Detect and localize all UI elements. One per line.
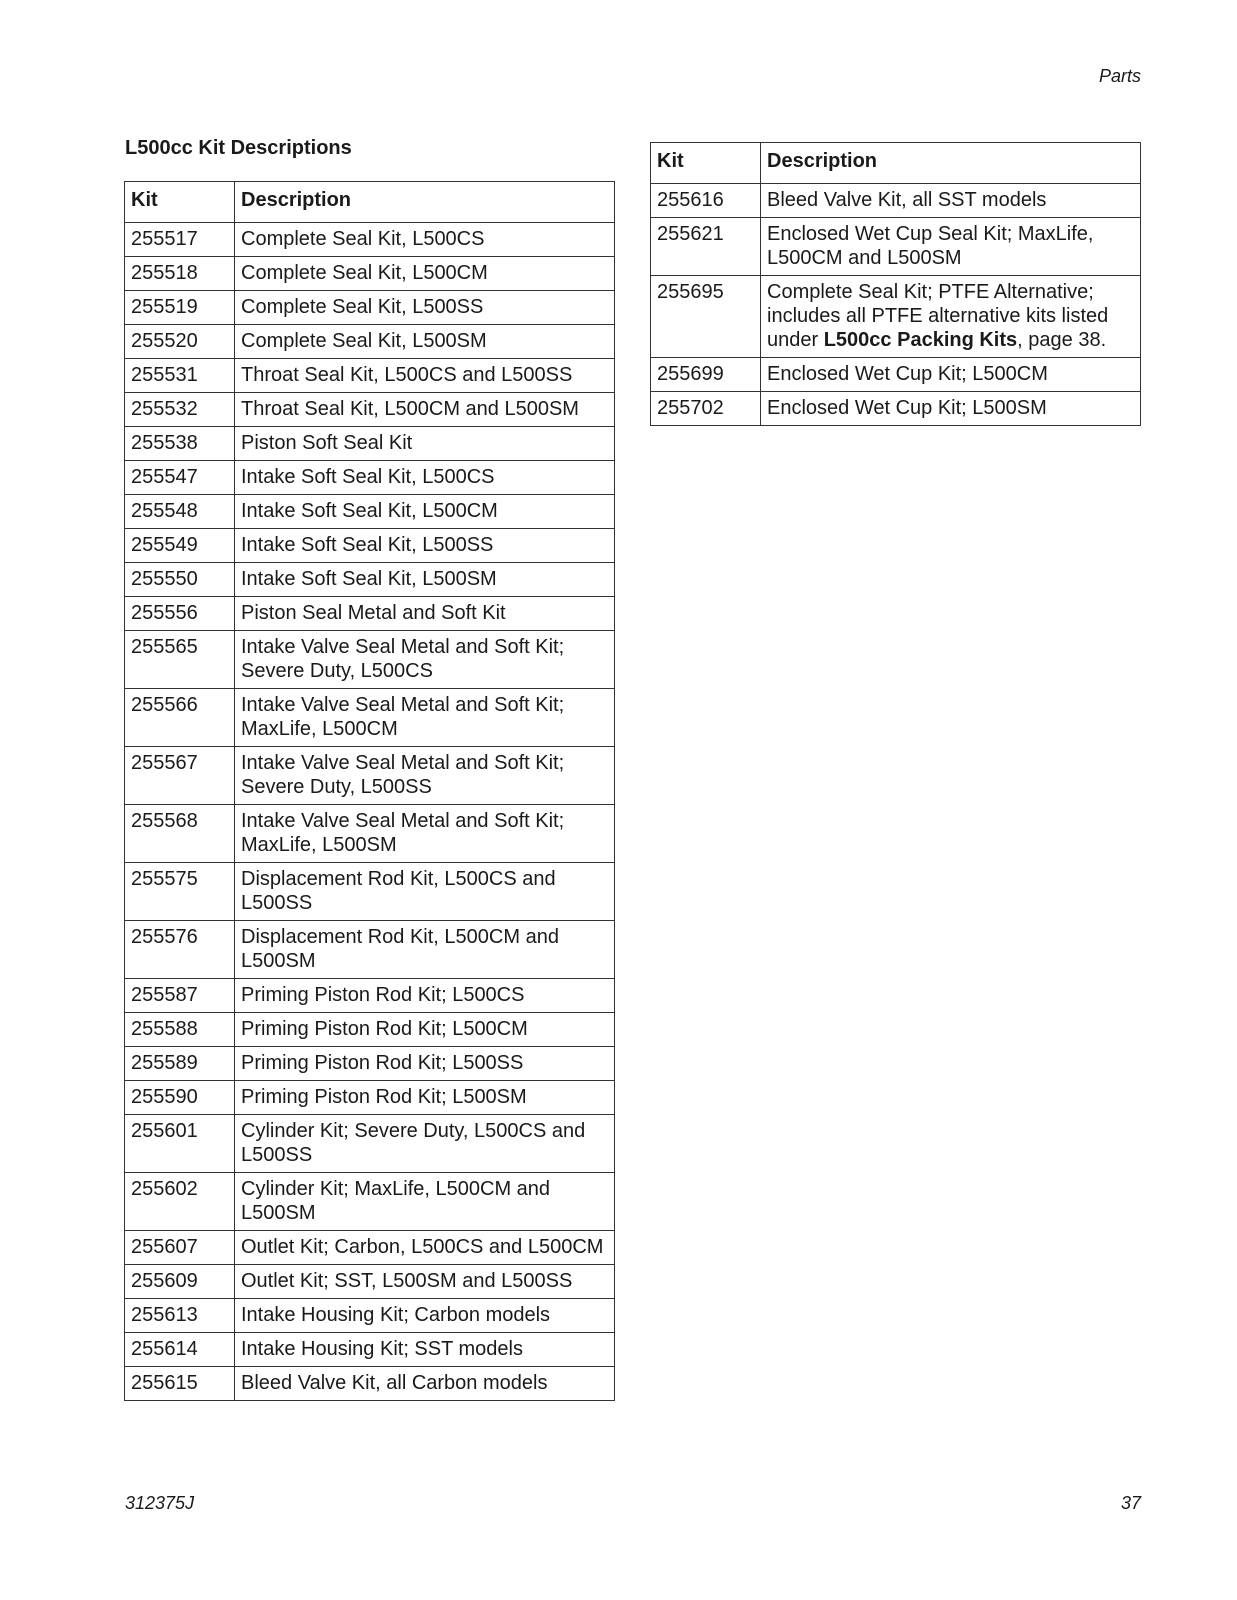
section-title: L500cc Kit Descriptions: [125, 137, 352, 159]
kit-description: [761, 276, 1141, 358]
kit-description: Intake Soft Seal Kit, L500CM: [235, 495, 615, 529]
table-row: [125, 689, 615, 747]
kit-description: Intake Soft Seal Kit, L500SM: [235, 563, 615, 597]
kit-number: 255702: [651, 392, 761, 426]
kit-table-right: [650, 142, 1141, 426]
kit-description: Intake Soft Seal Kit, L500CS: [235, 461, 615, 495]
kit-number: 255532: [125, 393, 235, 427]
description-text: Complete Seal Kit; PTFE Alternative; includes all PTFE alternative kits listed under: [767, 281, 1109, 351]
kit-number: 255566: [125, 689, 235, 747]
kit-description: Displacement Rod Kit, L500CS and L500SS: [235, 863, 615, 921]
column-header-kit: Kit: [125, 182, 235, 223]
kit-description: Throat Seal Kit, L500CM and L500SM: [235, 393, 615, 427]
footer-document-id: 312375J: [125, 1493, 195, 1513]
kit-number: 255695: [651, 276, 761, 358]
kit-number: 255556: [125, 597, 235, 631]
column-header-description: Description: [761, 143, 1141, 184]
table-row: [125, 223, 615, 257]
kit-number: 255616: [651, 184, 761, 218]
description-page-ref: , page 38.: [1017, 329, 1107, 351]
kit-description: Displacement Rod Kit, L500CM and L500SM: [235, 921, 615, 979]
kit-description: Bleed Valve Kit, all Carbon models: [235, 1367, 615, 1401]
kit-number: 255538: [125, 427, 235, 461]
table-row: [125, 393, 615, 427]
table-row: [125, 1081, 615, 1115]
kit-number: 255613: [125, 1299, 235, 1333]
column-header-kit: Kit: [651, 143, 761, 184]
kit-number: 255614: [125, 1333, 235, 1367]
kit-number: 255568: [125, 805, 235, 863]
kit-description: Priming Piston Rod Kit; L500SM: [235, 1081, 615, 1115]
kit-number: 255621: [651, 218, 761, 276]
table-row: [125, 461, 615, 495]
kit-description: Intake Soft Seal Kit, L500SS: [235, 529, 615, 563]
kit-table-left: [124, 181, 615, 1401]
table-header-row: [125, 182, 615, 223]
column-header-description: Description: [235, 182, 615, 223]
table-row: [125, 979, 615, 1013]
table-row: [125, 747, 615, 805]
kit-description: Outlet Kit; Carbon, L500CS and L500CM: [235, 1231, 615, 1265]
kit-number: 255590: [125, 1081, 235, 1115]
kit-description: Cylinder Kit; Severe Duty, L500CS and L500SS: [235, 1115, 615, 1173]
kit-description: Outlet Kit; SST, L500SM and L500SS: [235, 1265, 615, 1299]
kit-number: 255699: [651, 358, 761, 392]
kit-description: Enclosed Wet Cup Seal Kit; MaxLife, L500CM and L500SM: [761, 218, 1141, 276]
table-row: [125, 257, 615, 291]
kit-number: 255588: [125, 1013, 235, 1047]
table-header-row: [651, 143, 1141, 184]
table-row: [125, 291, 615, 325]
kit-number: 255601: [125, 1115, 235, 1173]
footer-page-number: 37: [1120, 1493, 1141, 1513]
table-row: [125, 631, 615, 689]
table-row: [125, 1299, 615, 1333]
kit-description: Bleed Valve Kit, all SST models: [761, 184, 1141, 218]
kit-description: Intake Valve Seal Metal and Soft Kit; MaxLife, L500CM: [235, 689, 615, 747]
kit-number: 255520: [125, 325, 235, 359]
kit-description: Piston Seal Metal and Soft Kit: [235, 597, 615, 631]
kit-description: Cylinder Kit; MaxLife, L500CM and L500SM: [235, 1173, 615, 1231]
kit-number: 255547: [125, 461, 235, 495]
kit-description: Piston Soft Seal Kit: [235, 427, 615, 461]
table-row: [125, 1173, 615, 1231]
kit-number: 255589: [125, 1047, 235, 1081]
kit-number: 255609: [125, 1265, 235, 1299]
kit-description: Intake Valve Seal Metal and Soft Kit; Severe Duty, L500SS: [235, 747, 615, 805]
kit-description: Intake Housing Kit; Carbon models: [235, 1299, 615, 1333]
table-row: [125, 325, 615, 359]
table-row: [651, 218, 1141, 276]
kit-description: Enclosed Wet Cup Kit; L500CM: [761, 358, 1141, 392]
table-row: [125, 1047, 615, 1081]
table-row: [125, 495, 615, 529]
running-header-section: Parts: [1098, 66, 1141, 86]
kit-number: 255531: [125, 359, 235, 393]
kit-description: Priming Piston Rod Kit; L500CM: [235, 1013, 615, 1047]
table-row: [125, 529, 615, 563]
table-row: [125, 1265, 615, 1299]
table-row: [651, 358, 1141, 392]
kit-number: 255548: [125, 495, 235, 529]
kit-number: 255587: [125, 979, 235, 1013]
kit-number: 255615: [125, 1367, 235, 1401]
kit-number: 255518: [125, 257, 235, 291]
table-row: [125, 805, 615, 863]
kit-description: Complete Seal Kit, L500SM: [235, 325, 615, 359]
table-row: [125, 1231, 615, 1265]
kit-description: Intake Valve Seal Metal and Soft Kit; MaxLife, L500SM: [235, 805, 615, 863]
kit-description: Priming Piston Rod Kit; L500CS: [235, 979, 615, 1013]
table-row: [125, 1115, 615, 1173]
kit-description: Enclosed Wet Cup Kit; L500SM: [761, 392, 1141, 426]
table-row: [125, 427, 615, 461]
kit-number: 255517: [125, 223, 235, 257]
kit-number: 255519: [125, 291, 235, 325]
table-row: [125, 863, 615, 921]
table-row: [125, 1367, 615, 1401]
kit-number: 255576: [125, 921, 235, 979]
table-row: [651, 276, 1141, 358]
cross-reference-section: L500cc Packing Kits: [823, 329, 1018, 351]
kit-number: 255565: [125, 631, 235, 689]
kit-description: Intake Valve Seal Metal and Soft Kit; Severe Duty, L500CS: [235, 631, 615, 689]
table-row: [125, 1333, 615, 1367]
kit-number: 255550: [125, 563, 235, 597]
kit-description: Intake Housing Kit; SST models: [235, 1333, 615, 1367]
table-row: [125, 359, 615, 393]
kit-description: Complete Seal Kit, L500CM: [235, 257, 615, 291]
kit-description: Priming Piston Rod Kit; L500SS: [235, 1047, 615, 1081]
table-row: [651, 392, 1141, 426]
table-row: [125, 1013, 615, 1047]
table-row: [125, 563, 615, 597]
kit-number: 255607: [125, 1231, 235, 1265]
kit-number: 255602: [125, 1173, 235, 1231]
kit-number: 255549: [125, 529, 235, 563]
kit-description: Throat Seal Kit, L500CS and L500SS: [235, 359, 615, 393]
table-row: [125, 597, 615, 631]
table-row: [125, 921, 615, 979]
kit-description: Complete Seal Kit, L500CS: [235, 223, 615, 257]
kit-number: 255575: [125, 863, 235, 921]
table-row: [651, 184, 1141, 218]
kit-description: Complete Seal Kit, L500SS: [235, 291, 615, 325]
kit-number: 255567: [125, 747, 235, 805]
